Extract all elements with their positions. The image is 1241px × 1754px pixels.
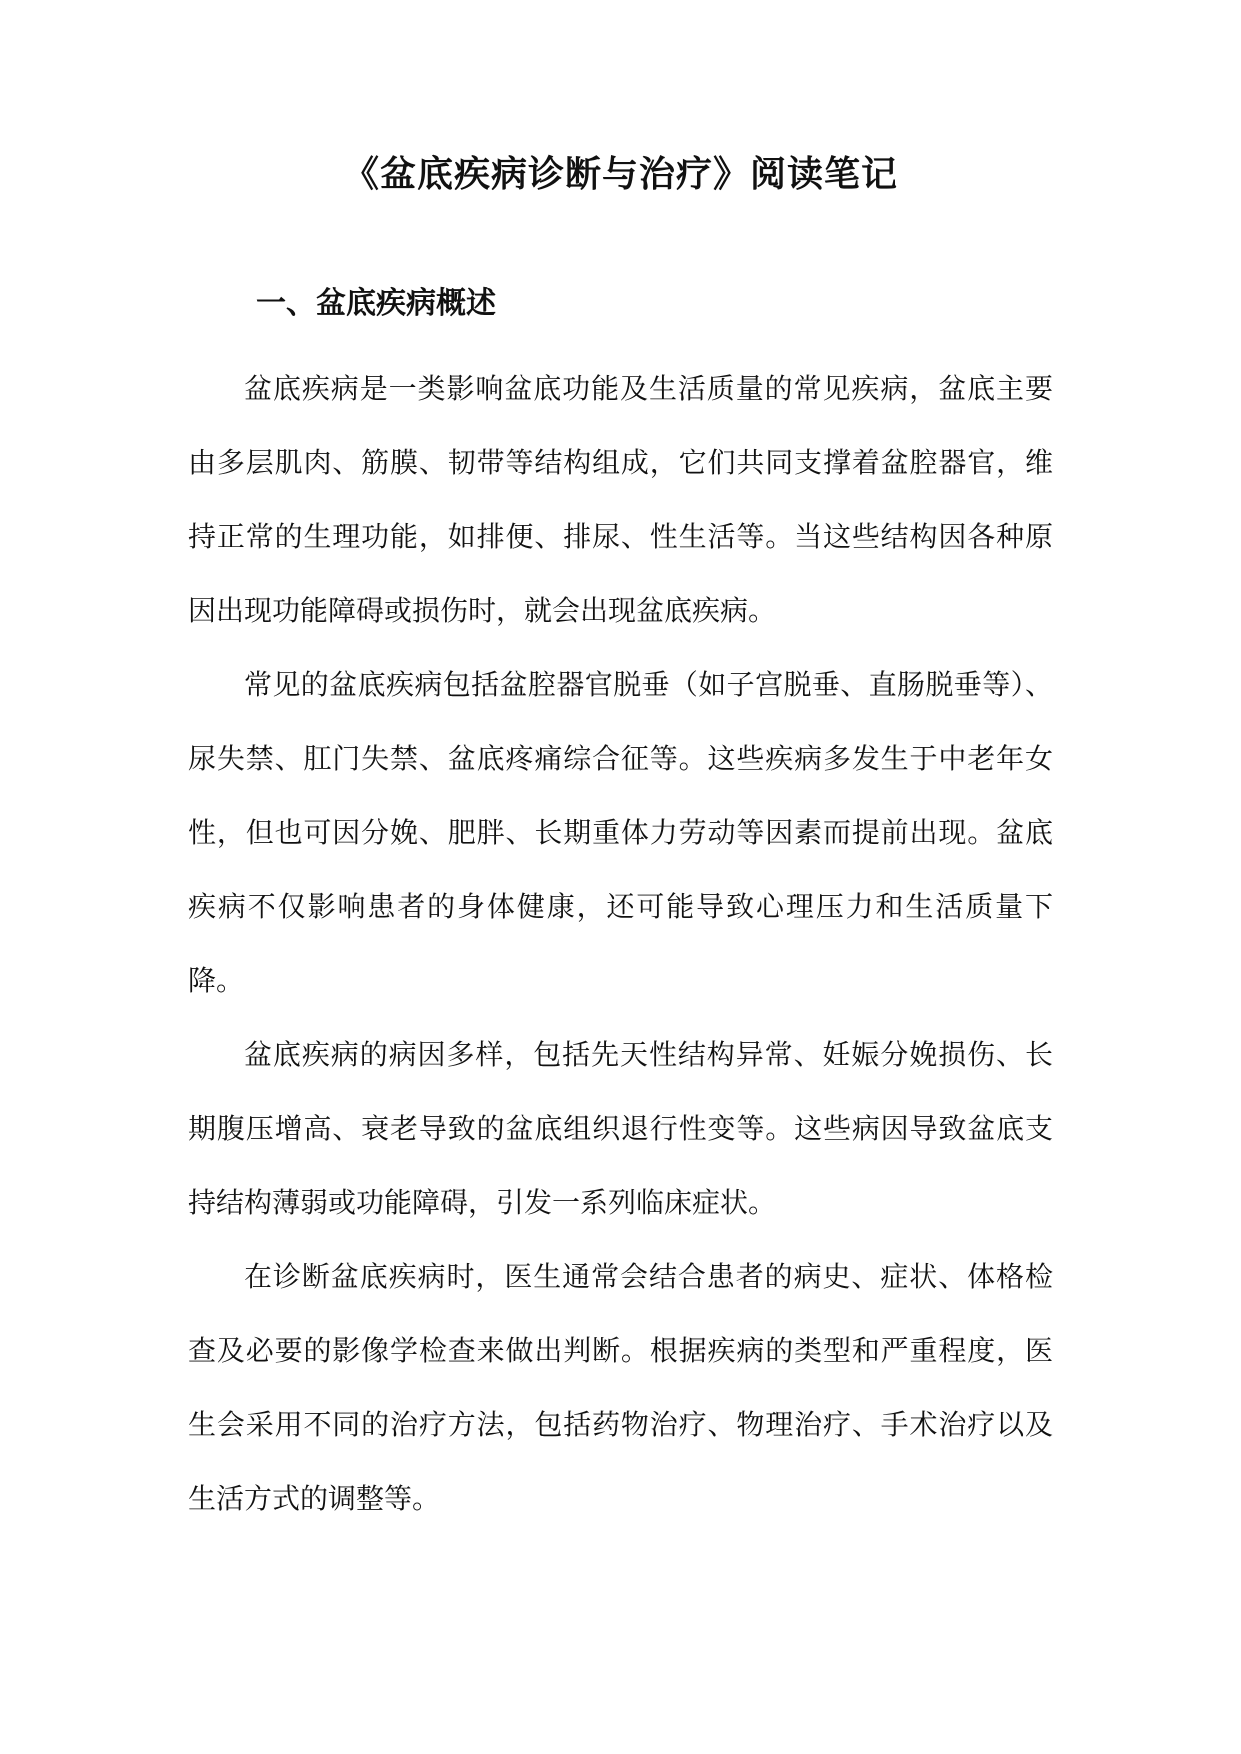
body-paragraph: 盆底疾病的病因多样，包括先天性结构异常、妊娠分娩损伤、长期腹压增高、衰老导致的盆底组织退行性变等。这些病因导致盆底支持结构薄弱或功能障碍，引发一系列临床症状。 xyxy=(188,1038,1053,1219)
section-heading: 一、盆底疾病概述 xyxy=(256,286,496,321)
body-paragraph: 在诊断盆底疾病时，医生通常会结合患者的病史、症状、体格检查及必要的影像学检查来做出判断。根据疾病的类型和严重程度，医生会采用不同的治疗方法，包括药物治疗、物理治疗、手术治疗以及生活方式的调整等。 xyxy=(188,1260,1053,1515)
document-title: 《盆底疾病诊断与治疗》阅读笔记 xyxy=(342,153,898,195)
body-paragraph: 常见的盆底疾病包括盆腔器官脱垂（如子宫脱垂、直肠脱垂等）、尿失禁、肛门失禁、盆底疼痛综合征等。这些疾病多发生于中老年女性，但也可因分娩、肥胖、长期重体力劳动等因素而提前出现。盆底疾病不仅影响患者的身体健康，还可能导致心理压力和生活质量下降。 xyxy=(188,668,1053,997)
body-paragraph: 盆底疾病是一类影响盆底功能及生活质量的常见疾病，盆底主要由多层肌肉、筋膜、韧带等结构组成，它们共同支撑着盆腔器官，维持正常的生理功能，如排便、排尿、性生活等。当这些结构因各种原因出现功能障碍或损伤时，就会出现盆底疾病。 xyxy=(188,372,1053,627)
